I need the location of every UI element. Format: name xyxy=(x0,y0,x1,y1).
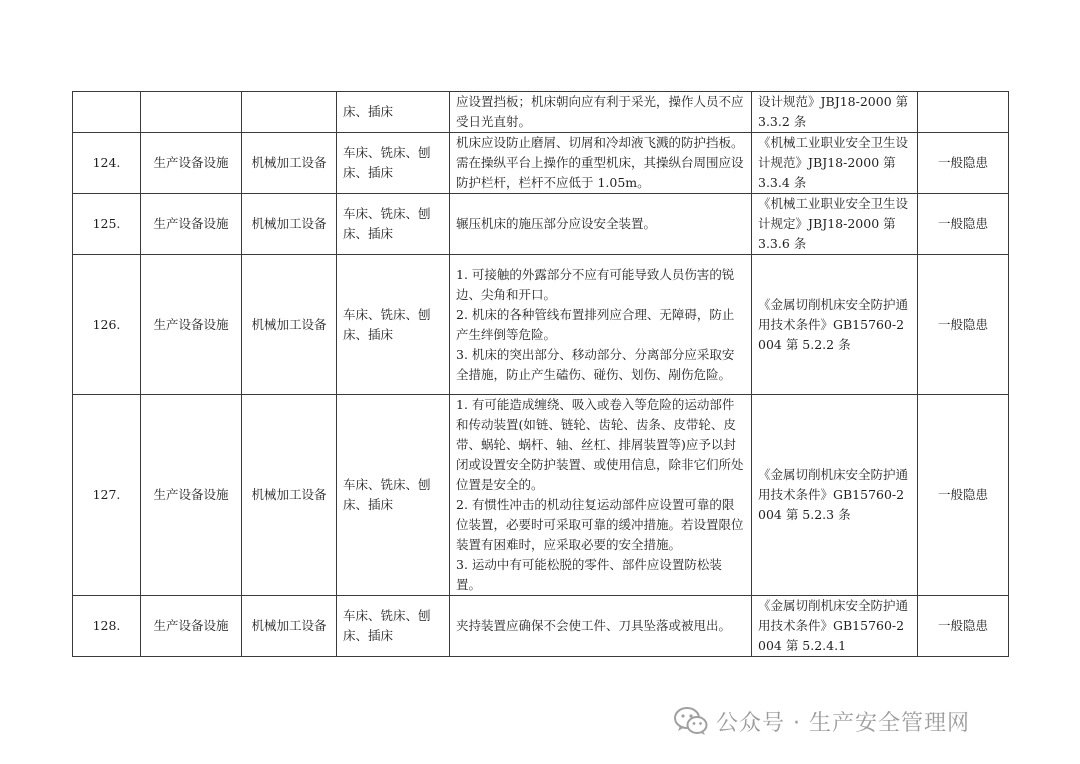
requirement-item: 1. 有可能造成缠绕、吸入或卷入等危险的运动部件和传动装置(如链、链轮、齿轮、齿条、皮带轮、皮带、蜗轮、蜗杆、轴、丝杠、排屑装置等)应予以封闭或设置安全防护装置、或使用信息，除非它们所处位置是安全的。 xyxy=(456,397,744,492)
table-row xyxy=(73,92,1009,133)
wechat-logo-icon xyxy=(674,706,708,736)
requirement-item: 2. 有惯性冲击的机动往复运动部件应设置可靠的限位装置，必要时可采取可靠的缓冲措施。若设置限位装置有困难时，应采取必要的安全措施。 xyxy=(456,497,744,552)
row-basis: 《金属切削机床安全防护通用技术条件》GB15760-2004 第 5.2.2 条 xyxy=(752,255,918,395)
row-equipment xyxy=(242,92,337,133)
row-basis: 《机械工业职业安全卫生设计规定》JBJ18-2000 第 3.3.6 条 xyxy=(752,194,918,255)
row-requirements xyxy=(450,596,752,657)
row-machines: 床、插床 xyxy=(337,92,450,133)
row-grade: 一般隐患 xyxy=(918,194,1009,255)
requirement-item: 应设置挡板；机床朝向应有利于采光，操作人员不应受日光直射。 xyxy=(456,94,744,129)
row-machines: 车床、铣床、刨床、插床 xyxy=(337,194,450,255)
watermark xyxy=(674,704,970,738)
requirement-item: 3. 机床的突出部分、移动部分、分离部分应采取安全措施，防止产生磕伤、碰伤、划伤、剐伤危险。 xyxy=(456,346,735,382)
row-equipment: 机械加工设备 xyxy=(242,255,337,395)
row-number xyxy=(73,92,141,133)
row-number: 125. xyxy=(73,194,141,255)
row-grade: 一般隐患 xyxy=(918,133,1009,194)
row-basis: 《机械工业职业安全卫生设计规范》JBJ18-2000 第 3.3.4 条 xyxy=(752,133,918,194)
watermark-text: 公众号 · 生产安全管理网 xyxy=(716,710,970,736)
row-number: 126. xyxy=(73,255,141,395)
row-category: 生产设备设施 xyxy=(141,255,242,395)
row-requirements xyxy=(450,255,752,395)
row-equipment: 机械加工设备 xyxy=(242,194,337,255)
row-machines: 车床、铣床、刨床、插床 xyxy=(337,255,450,395)
row-basis: 《金属切削机床安全防护通用技术条件》GB15760-2004 第 5.2.3 条 xyxy=(752,395,918,596)
row-requirements xyxy=(450,194,752,255)
table-row xyxy=(73,194,1009,255)
row-grade: 一般隐患 xyxy=(918,395,1009,596)
row-machines: 车床、铣床、刨床、插床 xyxy=(337,395,450,596)
row-basis: 《金属切削机床安全防护通用技术条件》GB15760-2004 第 5.2.4.1 xyxy=(752,596,918,657)
row-number: 128. xyxy=(73,596,141,657)
row-equipment: 机械加工设备 xyxy=(242,596,337,657)
row-category: 生产设备设施 xyxy=(141,395,242,596)
requirement-item: 1. 可接触的外露部分不应有可能导致人员伤害的锐边、尖角和开口。 xyxy=(456,266,735,302)
table-row xyxy=(73,596,1009,657)
row-requirements xyxy=(450,133,752,194)
row-equipment: 机械加工设备 xyxy=(242,395,337,596)
row-category xyxy=(141,92,242,133)
requirement-item: 夹持装置应确保不会使工件、刀具坠落或被甩出。 xyxy=(456,618,732,633)
row-machines: 车床、铣床、刨床、插床 xyxy=(337,133,450,194)
requirement-item: 2. 机床的各种管线布置排列应合理、无障碍，防止产生绊倒等危险。 xyxy=(456,306,735,342)
table-row xyxy=(73,255,1009,395)
table-row xyxy=(73,133,1009,194)
row-category: 生产设备设施 xyxy=(141,194,242,255)
row-requirements xyxy=(450,395,752,596)
row-category: 生产设备设施 xyxy=(141,596,242,657)
row-requirements xyxy=(450,92,752,133)
row-grade xyxy=(918,92,1009,133)
row-grade: 一般隐患 xyxy=(918,255,1009,395)
row-number: 124. xyxy=(73,133,141,194)
row-category: 生产设备设施 xyxy=(141,133,242,194)
requirement-item: 机床应设防止磨屑、切屑和冷却液飞溅的防护挡板。需在操纵平台上操作的重型机床，其操纵台周围应设防护栏杆，栏杆不应低于 1.05m。 xyxy=(456,135,744,190)
hazard-table xyxy=(72,91,1009,657)
row-basis: 设计规范》JBJ18-2000 第 3.3.2 条 xyxy=(752,92,918,133)
requirement-item: 辗压机床的施压部分应设安全装置。 xyxy=(456,216,657,231)
row-grade: 一般隐患 xyxy=(918,596,1009,657)
row-equipment: 机械加工设备 xyxy=(242,133,337,194)
requirement-item: 3. 运动中有可能松脱的零件、部件应设置防松装置。 xyxy=(456,557,722,592)
table-row xyxy=(73,395,1009,596)
row-number: 127. xyxy=(73,395,141,596)
row-machines: 车床、铣床、刨床、插床 xyxy=(337,596,450,657)
